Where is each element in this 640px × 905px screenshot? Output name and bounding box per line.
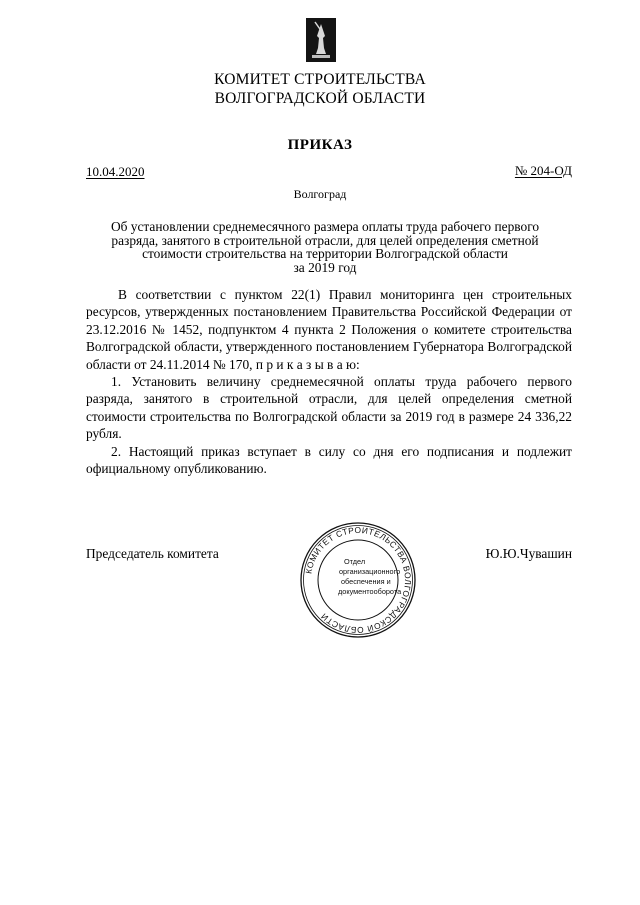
stamp-line3: обеспечения и	[341, 577, 391, 586]
paragraph-item-1: 1. Установить величину среднемесячной оплаты труда рабочего первого разряда, занятого в строительной отрасли, для целей определения сметной стоимости строительства по Волгоградской области за 2019 год в размере 24 336,22 рубля.	[86, 374, 572, 442]
org-name-line2: ВОЛГОГРАДСКОЙ ОБЛАСТИ	[214, 90, 426, 107]
title-line4: за 2019 год	[293, 259, 357, 275]
document-type: ПРИКАЗ	[287, 137, 353, 153]
document-city: Волгоград	[293, 187, 347, 201]
stamp-seal	[298, 520, 418, 640]
document-number: № 204-ОД	[514, 163, 572, 178]
title-line3: стоимости строительства на территории Волгоградской области	[142, 246, 508, 261]
title-line2: разряда, занятого в строительной отрасли, для целей определения сметной	[111, 232, 539, 248]
document-date: 10.04.2020	[86, 164, 145, 179]
stamp-ring-text: КОМИТЕТ СТРОИТЕЛЬСТВА ВОЛГОГРАДСКОЙ ОБЛАСТИ	[303, 524, 414, 636]
document-body	[86, 286, 572, 477]
paragraph-intro: В соответствии с пунктом 22(1) Правил мониторинга цен строительных ресурсов, утвержденных постановлением Правительства Российской Федерации от 23.12.2016 № 1452, подпунктом 4 пункта 2 Положения о комитете строительства Волгоградской области, утвержденного постановлением Губернатора Волгоградской области от 24.11.2014 № 170, п р и к а з ы в а ю:	[86, 287, 572, 372]
document-title	[80, 220, 570, 274]
coat-of-arms-icon	[306, 18, 336, 62]
org-name-line1: КОМИТЕТ СТРОИТЕЛЬСТВА	[214, 71, 426, 88]
organization-name	[0, 70, 640, 108]
paragraph-item-2: 2. Настоящий приказ вступает в силу со дня его подписания и подлежит официальному опубликованию.	[86, 443, 572, 477]
signatory-position: Председатель комитета	[86, 546, 219, 561]
stamp-line4: документооборота	[338, 587, 402, 596]
stamp-line1: Отдел	[344, 557, 366, 566]
signatory-name: Ю.Ю.Чувашин	[485, 546, 572, 561]
title-line1: Об установлении среднемесячного размера оплаты труда рабочего первого	[110, 219, 540, 234]
stamp-line2: организационного	[339, 567, 401, 576]
